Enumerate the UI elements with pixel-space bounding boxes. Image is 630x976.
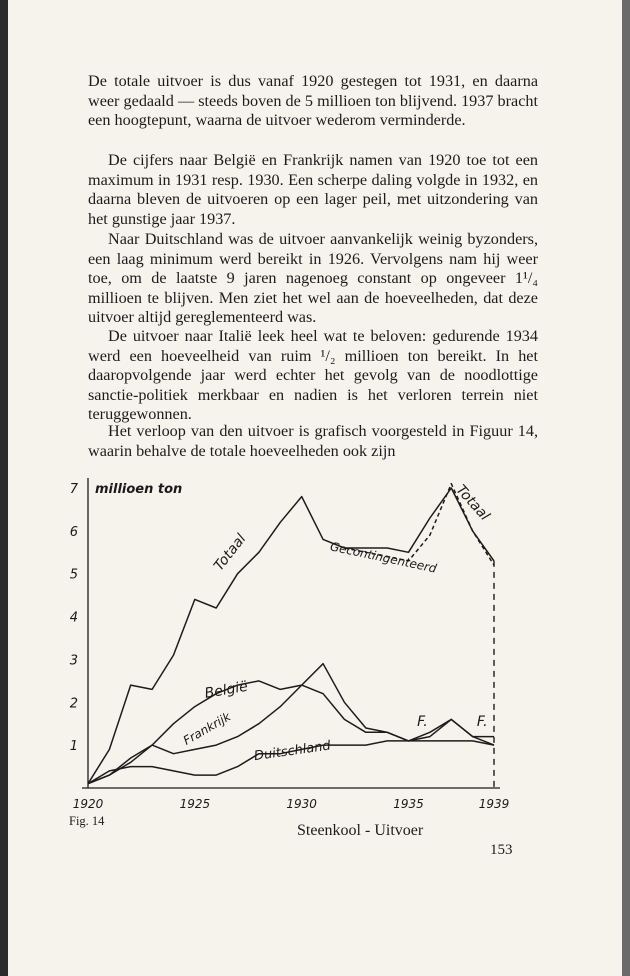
y-axis-label: millioen ton — [95, 482, 183, 497]
page-number: 153 — [490, 842, 513, 858]
paragraph-3: Naar Duitschland was de uitvoer aanvankelijk weinig byzonders, een laag minimum werd bereikt in 1926. Vervolgens nam hij weer toe, om de laatste 9 jaren nagenoeg constant op ongeveer 1¹/₄ millioen te blijven. Men ziet het wel aan de hoeveelheden, dat deze uitvoer altijd gereglementeerd was. — [88, 230, 538, 327]
series-line-belgië — [88, 664, 494, 784]
figure-label: Fig. 14 — [69, 814, 105, 828]
y-tick-label: 1 — [69, 739, 78, 755]
series-line-totaal — [88, 488, 494, 784]
annotation-label: Totaal — [211, 531, 250, 575]
annotation-label: Gecontingenteerd — [328, 539, 438, 576]
annotation-label: België — [203, 678, 250, 702]
chart-caption: Steenkool - Uitvoer — [297, 822, 424, 839]
x-tick-label: 1920 — [72, 797, 104, 811]
x-tick-label: 1939 — [478, 797, 510, 811]
annotation-label: F. — [417, 713, 428, 730]
y-tick-label: 2 — [69, 696, 78, 712]
annotation-label: Frankrijk — [180, 709, 234, 748]
page-edge-right — [622, 0, 630, 976]
coal-export-chart — [66, 470, 526, 830]
paragraph-2: De cijfers naar België en Frankrijk namen van 1920 toe tot een maximum in 1931 resp. 1930. Een scherpe daling volgde in 1932, en daarna bleven de uitvoeren op een lager peil, met uitzondering van het gunstige jaar 1937. — [88, 151, 538, 228]
paragraph-5: Het verloop van den uitvoer is grafisch voorgesteld in Figuur 14, waarin behalve de totale hoeveelheden ook zijn — [88, 422, 538, 460]
annotation-label: Duitschland — [253, 738, 332, 765]
annotation-label: F. — [476, 713, 488, 730]
paragraph-1: De totale uitvoer is dus vanaf 1920 gestegen tot 1931, en daarna weer gedaald — steeds boven de 5 millioen ton blijvend. 1937 bracht een hoogtepunt, waarna de uitvoer wederom verminderde. — [88, 72, 538, 130]
y-tick-label: 4 — [69, 610, 78, 626]
page-edge-left — [0, 0, 8, 976]
y-tick-label: 5 — [69, 567, 78, 583]
annotation-label: Totaal — [452, 482, 493, 524]
chart-svg — [66, 470, 526, 830]
y-tick-label: 7 — [69, 482, 78, 497]
book-page — [8, 0, 622, 976]
x-tick-label: 1935 — [393, 797, 424, 811]
x-tick-label: 1930 — [286, 797, 317, 811]
x-tick-label: 1925 — [179, 797, 211, 811]
paragraph-4: De uitvoer naar Italië leek heel wat te beloven: gedurende 1934 werd een hoeveelheid van ruim ¹/₂ millioen ton bereikt. In het daaropvolgende jaar werd echter het gevolg van de noodlottige sanctie-politiek merkbaar en nadien is het verloren terrein niet teruggewonnen. — [88, 327, 538, 424]
y-tick-label: 6 — [69, 524, 78, 540]
y-tick-label: 3 — [69, 653, 78, 669]
